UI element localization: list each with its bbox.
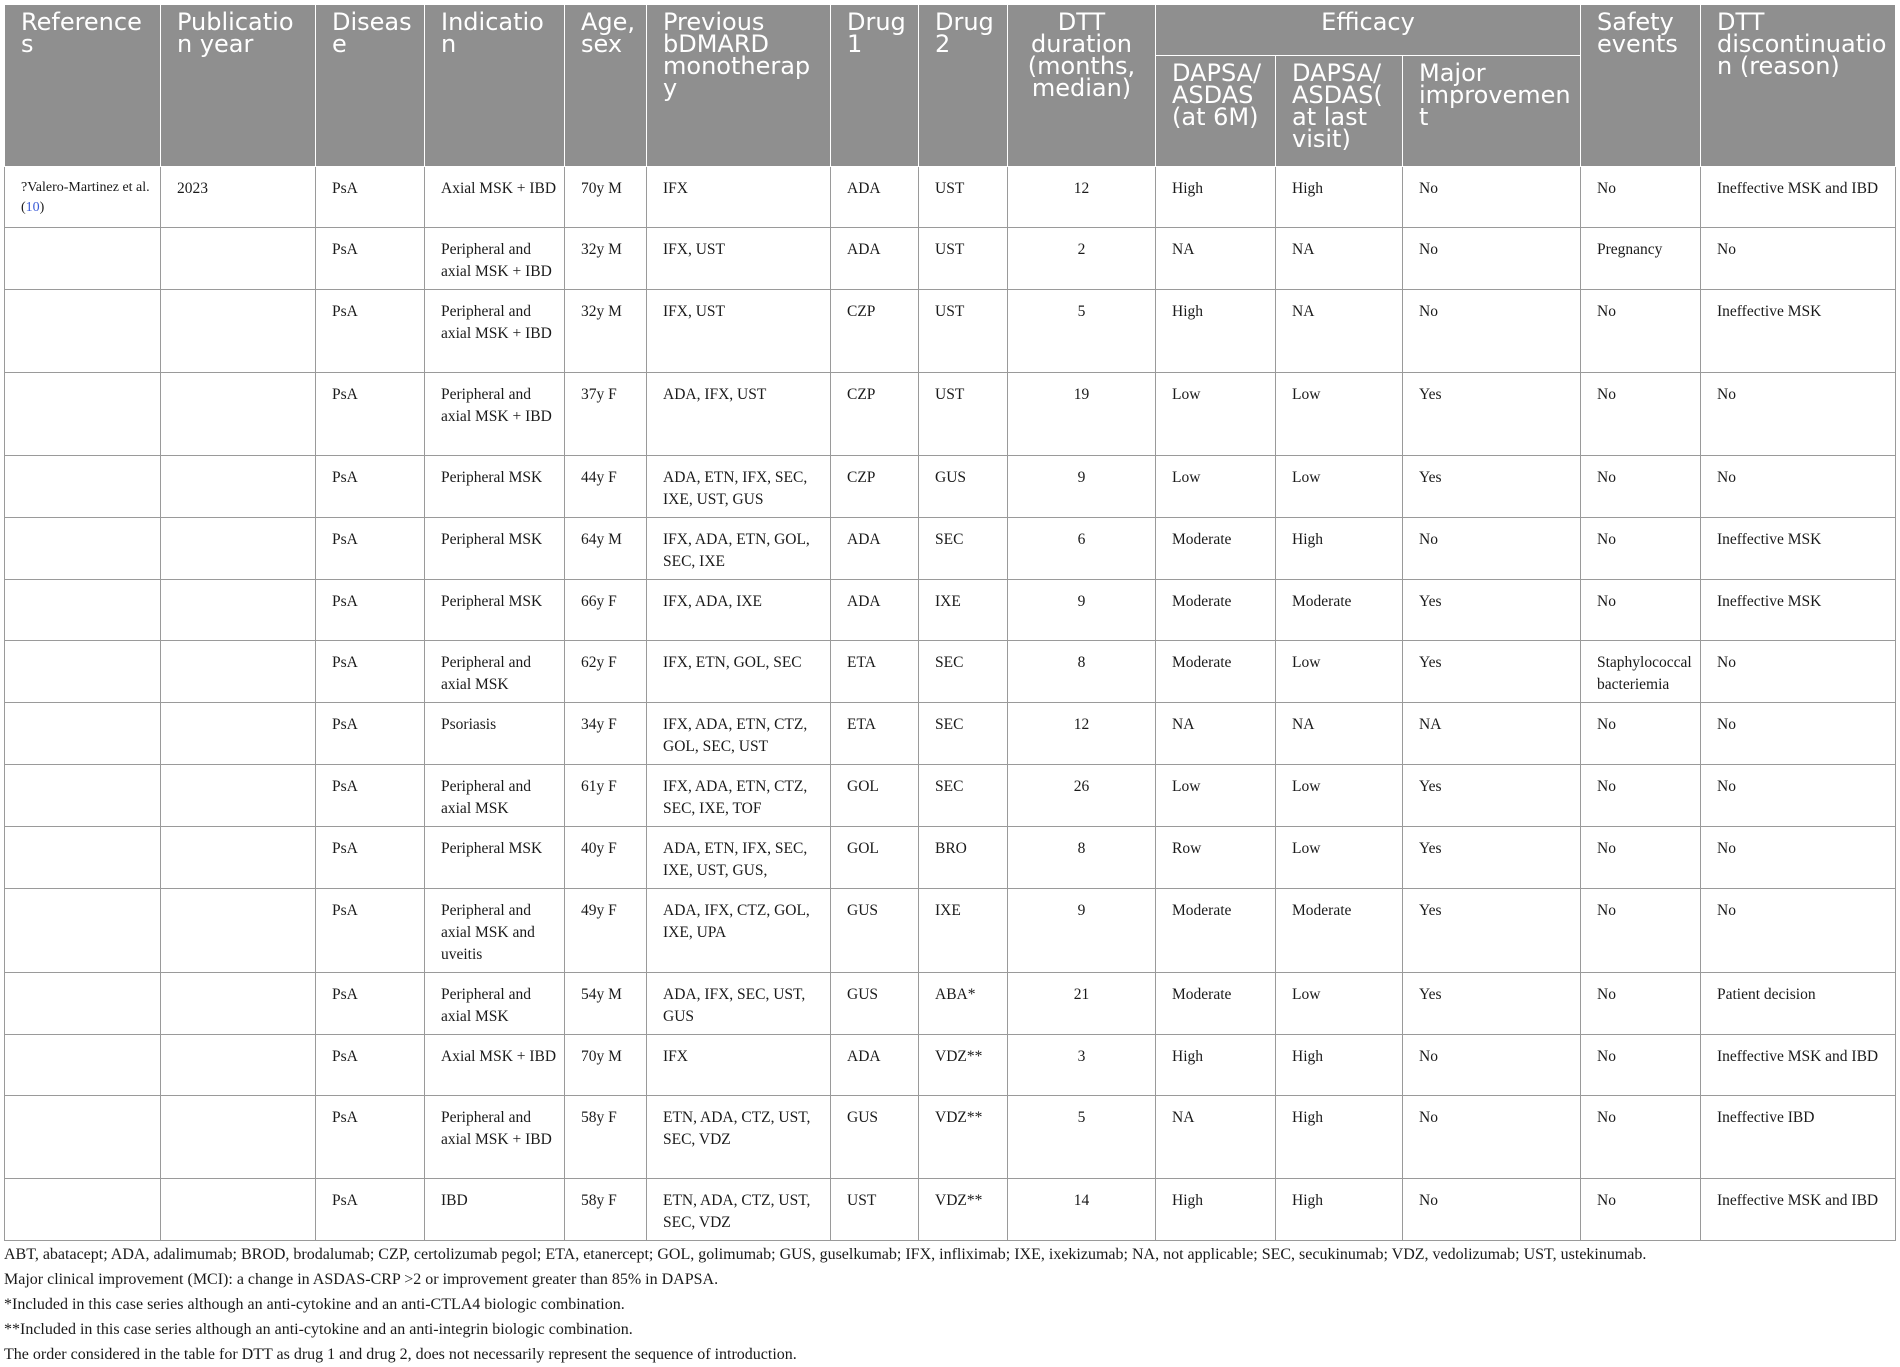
cell-drug-2: SEC	[919, 703, 1008, 765]
cell-drug-1: ETA	[831, 641, 919, 703]
cell-disease: PsA	[316, 765, 425, 827]
cell-previous-bdmard: IFX, ADA, ETN, CTZ, GOL, SEC, UST	[647, 703, 831, 765]
cell-safety-events: No	[1581, 167, 1701, 228]
cell-previous-bdmard: IFX	[647, 167, 831, 228]
cell-dtt-duration: 21	[1008, 973, 1156, 1035]
cell-dapsa-6m: Moderate	[1156, 518, 1276, 580]
cell-age-sex: 40y F	[565, 827, 647, 889]
cell-drug-1: ADA	[831, 1035, 919, 1096]
cell-age-sex: 70y M	[565, 167, 647, 228]
cell-safety-events: No	[1581, 456, 1701, 518]
cell-dtt-discontinuation: Ineffective IBD	[1701, 1096, 1896, 1179]
cell-major-improvement: Yes	[1403, 889, 1581, 973]
cell-reference	[5, 290, 161, 373]
cell-dtt-duration: 26	[1008, 765, 1156, 827]
cell-indication: Peripheral and axial MSK	[425, 641, 565, 703]
cell-publication-year	[161, 456, 316, 518]
cell-major-improvement: No	[1403, 1179, 1581, 1241]
cell-safety-events: No	[1581, 973, 1701, 1035]
cell-dapsa-6m: Moderate	[1156, 580, 1276, 641]
cell-disease: PsA	[316, 518, 425, 580]
cell-reference	[5, 1035, 161, 1096]
cell-indication: Psoriasis	[425, 703, 565, 765]
cell-dapsa-6m: Low	[1156, 456, 1276, 518]
cell-drug-1: GUS	[831, 1096, 919, 1179]
cell-dapsa-6m: Moderate	[1156, 973, 1276, 1035]
cell-safety-events: Staphylococcal bacteriemia	[1581, 641, 1701, 703]
cell-major-improvement: No	[1403, 1096, 1581, 1179]
cell-dapsa-6m: Row	[1156, 827, 1276, 889]
cell-dapsa-last-visit: NA	[1276, 703, 1403, 765]
cell-reference	[5, 703, 161, 765]
cell-disease: PsA	[316, 1179, 425, 1241]
cell-drug-1: UST	[831, 1179, 919, 1241]
cell-indication: Axial MSK + IBD	[425, 167, 565, 228]
cell-major-improvement: Yes	[1403, 973, 1581, 1035]
cell-drug-1: ADA	[831, 518, 919, 580]
cell-disease: PsA	[316, 641, 425, 703]
cell-age-sex: 58y F	[565, 1096, 647, 1179]
cell-disease: PsA	[316, 373, 425, 456]
cell-dapsa-6m: Moderate	[1156, 889, 1276, 973]
table-body	[5, 167, 1896, 1241]
cell-reference	[5, 456, 161, 518]
cell-drug-2: SEC	[919, 641, 1008, 703]
cell-drug-1: CZP	[831, 373, 919, 456]
cell-dapsa-6m: Low	[1156, 373, 1276, 456]
cell-previous-bdmard: ADA, IFX, UST	[647, 373, 831, 456]
cell-drug-1: GUS	[831, 889, 919, 973]
cell-publication-year	[161, 580, 316, 641]
cell-age-sex: 49y F	[565, 889, 647, 973]
cell-dapsa-6m: High	[1156, 290, 1276, 373]
cell-publication-year	[161, 1179, 316, 1241]
table-row	[5, 373, 1896, 456]
cell-indication: Peripheral MSK	[425, 456, 565, 518]
cell-dtt-duration: 12	[1008, 167, 1156, 228]
cell-publication-year	[161, 228, 316, 290]
cell-reference	[5, 228, 161, 290]
table-row	[5, 889, 1896, 973]
cell-safety-events: No	[1581, 1179, 1701, 1241]
table-row	[5, 290, 1896, 373]
cell-dtt-discontinuation: No	[1701, 765, 1896, 827]
cell-major-improvement: Yes	[1403, 765, 1581, 827]
cell-previous-bdmard: IFX, UST	[647, 290, 831, 373]
cell-previous-bdmard: ADA, ETN, IFX, SEC, IXE, UST, GUS	[647, 456, 831, 518]
cell-publication-year	[161, 889, 316, 973]
cell-drug-2: VDZ**	[919, 1096, 1008, 1179]
cell-safety-events: No	[1581, 1096, 1701, 1179]
footnote-line: Major clinical improvement (MCI): a change in ASDAS-CRP >2 or improvement greater than 85% in DAPSA.	[4, 1271, 719, 1288]
cell-drug-2: IXE	[919, 889, 1008, 973]
footnote-line: The order considered in the table for DTT as drug 1 and drug 2, does not necessarily represent the sequence of introduction.	[4, 1346, 797, 1363]
cell-dtt-duration: 3	[1008, 1035, 1156, 1096]
footnote-line: ABT, abatacept; ADA, adalimumab; BROD, brodalumab; CZP, certolizumab pegol; ETA, etanercept; GOL, golimumab; GUS, guselkumab; IFX, infliximab; IXE, ixekizumab; NA, not applicable; SEC, secukinumab; VDZ, vedolizumab; UST, ustekinumab.	[4, 1246, 1647, 1263]
cell-dtt-discontinuation: No	[1701, 827, 1896, 889]
cell-reference	[5, 373, 161, 456]
footnote-line: *Included in this case series although an anti-cytokine and an anti-CTLA4 biologic combination.	[4, 1296, 625, 1313]
cell-publication-year	[161, 373, 316, 456]
header-dtt-discontinuation: DTT discontinuation (reason)	[1701, 5, 1896, 167]
cell-dtt-duration: 6	[1008, 518, 1156, 580]
cell-dapsa-last-visit: NA	[1276, 228, 1403, 290]
cell-drug-1: ADA	[831, 228, 919, 290]
header-disease: Disease	[316, 5, 425, 167]
table-row	[5, 167, 1896, 228]
cell-major-improvement: NA	[1403, 703, 1581, 765]
cell-dapsa-last-visit: NA	[1276, 290, 1403, 373]
cell-indication: Peripheral and axial MSK + IBD	[425, 228, 565, 290]
header-dapsa-last-visit: DAPSA/ ASDAS(at last visit)	[1276, 56, 1403, 167]
cell-age-sex: 37y F	[565, 373, 647, 456]
cell-major-improvement: Yes	[1403, 827, 1581, 889]
cell-dtt-discontinuation: Ineffective MSK	[1701, 290, 1896, 373]
cell-safety-events: No	[1581, 290, 1701, 373]
cell-drug-1: CZP	[831, 290, 919, 373]
cell-drug-1: ADA	[831, 167, 919, 228]
cell-dapsa-6m: NA	[1156, 1096, 1276, 1179]
cell-safety-events: No	[1581, 889, 1701, 973]
cell-previous-bdmard: IFX	[647, 1035, 831, 1096]
cell-publication-year	[161, 518, 316, 580]
cell-indication: Axial MSK + IBD	[425, 1035, 565, 1096]
cell-drug-1: GUS	[831, 973, 919, 1035]
table-row	[5, 641, 1896, 703]
cell-major-improvement: No	[1403, 167, 1581, 228]
cell-dtt-duration: 19	[1008, 373, 1156, 456]
cell-publication-year	[161, 703, 316, 765]
table-row	[5, 1179, 1896, 1241]
cell-major-improvement: Yes	[1403, 373, 1581, 456]
cell-previous-bdmard: ADA, ETN, IFX, SEC, IXE, UST, GUS,	[647, 827, 831, 889]
cell-dtt-duration: 5	[1008, 290, 1156, 373]
header-safety-events: Safety events	[1581, 5, 1701, 167]
cell-dtt-discontinuation: No	[1701, 703, 1896, 765]
cell-major-improvement: No	[1403, 228, 1581, 290]
cell-publication-year	[161, 641, 316, 703]
cell-dtt-discontinuation: Ineffective MSK and IBD	[1701, 1179, 1896, 1241]
cell-age-sex: 64y M	[565, 518, 647, 580]
cell-dapsa-last-visit: High	[1276, 1096, 1403, 1179]
cell-indication: Peripheral and axial MSK + IBD	[425, 373, 565, 456]
cell-dtt-duration: 8	[1008, 827, 1156, 889]
cell-drug-2: UST	[919, 228, 1008, 290]
cell-dapsa-last-visit: High	[1276, 167, 1403, 228]
cell-disease: PsA	[316, 1035, 425, 1096]
cell-major-improvement: No	[1403, 290, 1581, 373]
header-efficacy: Efficacy	[1156, 5, 1581, 56]
reference-link[interactable]: 10	[25, 200, 40, 215]
cell-age-sex: 58y F	[565, 1179, 647, 1241]
cell-dtt-duration: 5	[1008, 1096, 1156, 1179]
cell-safety-events: No	[1581, 518, 1701, 580]
cell-drug-2: IXE	[919, 580, 1008, 641]
cell-dapsa-6m: Moderate	[1156, 641, 1276, 703]
cell-dapsa-6m: NA	[1156, 228, 1276, 290]
reference-close: )	[39, 200, 45, 215]
cell-drug-1: CZP	[831, 456, 919, 518]
cell-previous-bdmard: IFX, ADA, ETN, CTZ, SEC, IXE, TOF	[647, 765, 831, 827]
cell-safety-events: No	[1581, 1035, 1701, 1096]
cell-dtt-duration: 12	[1008, 703, 1156, 765]
cell-dapsa-6m: High	[1156, 1179, 1276, 1241]
header-major-improvement: Major improvement	[1403, 56, 1581, 167]
cell-dapsa-last-visit: Low	[1276, 641, 1403, 703]
cell-reference	[5, 580, 161, 641]
cell-dapsa-last-visit: Low	[1276, 973, 1403, 1035]
cell-dtt-duration: 9	[1008, 580, 1156, 641]
cell-dapsa-last-visit: Low	[1276, 827, 1403, 889]
dual-targeted-therapy-table	[4, 4, 1896, 1241]
cell-dapsa-last-visit: Moderate	[1276, 889, 1403, 973]
cell-drug-1: GOL	[831, 827, 919, 889]
cell-previous-bdmard: IFX, UST	[647, 228, 831, 290]
cell-publication-year: 2023	[161, 167, 316, 228]
cell-previous-bdmard: ADA, IFX, CTZ, GOL, IXE, UPA	[647, 889, 831, 973]
cell-drug-2: UST	[919, 373, 1008, 456]
cell-age-sex: 32y M	[565, 290, 647, 373]
cell-disease: PsA	[316, 456, 425, 518]
cell-reference	[5, 167, 161, 228]
cell-disease: PsA	[316, 703, 425, 765]
header-dapsa-6m: DAPSA/ ASDAS (at 6M)	[1156, 56, 1276, 167]
footnote-line: **Included in this case series although an anti-cytokine and an anti-integrin biologic combination.	[4, 1321, 633, 1338]
header-indication: Indication	[425, 5, 565, 167]
cell-major-improvement: Yes	[1403, 641, 1581, 703]
cell-disease: PsA	[316, 827, 425, 889]
cell-indication: Peripheral MSK	[425, 827, 565, 889]
cell-dapsa-6m: NA	[1156, 703, 1276, 765]
cell-publication-year	[161, 827, 316, 889]
table-row	[5, 518, 1896, 580]
cell-previous-bdmard: ETN, ADA, CTZ, UST, SEC, VDZ	[647, 1179, 831, 1241]
cell-previous-bdmard: IFX, ETN, GOL, SEC	[647, 641, 831, 703]
cell-previous-bdmard: IFX, ADA, IXE	[647, 580, 831, 641]
table-row	[5, 580, 1896, 641]
cell-safety-events: No	[1581, 765, 1701, 827]
cell-drug-2: UST	[919, 167, 1008, 228]
cell-dtt-discontinuation: No	[1701, 641, 1896, 703]
cell-age-sex: 70y M	[565, 1035, 647, 1096]
cell-indication: Peripheral and axial MSK + IBD	[425, 1096, 565, 1179]
cell-dtt-duration: 2	[1008, 228, 1156, 290]
reference-text: ?Valero-Martinez et al. (	[21, 180, 150, 215]
cell-dapsa-last-visit: Low	[1276, 765, 1403, 827]
cell-indication: IBD	[425, 1179, 565, 1241]
cell-dtt-discontinuation: Ineffective MSK and IBD	[1701, 1035, 1896, 1096]
cell-indication: Peripheral and axial MSK and uveitis	[425, 889, 565, 973]
cell-age-sex: 34y F	[565, 703, 647, 765]
cell-major-improvement: No	[1403, 1035, 1581, 1096]
cell-disease: PsA	[316, 973, 425, 1035]
cell-indication: Peripheral and axial MSK	[425, 973, 565, 1035]
cell-dapsa-last-visit: High	[1276, 1179, 1403, 1241]
cell-drug-2: ABA*	[919, 973, 1008, 1035]
header-publication-year: Publication year	[161, 5, 316, 167]
cell-drug-2: VDZ**	[919, 1035, 1008, 1096]
table-row	[5, 456, 1896, 518]
cell-drug-1: ETA	[831, 703, 919, 765]
cell-dapsa-last-visit: Low	[1276, 373, 1403, 456]
cell-publication-year	[161, 973, 316, 1035]
cell-dtt-discontinuation: No	[1701, 373, 1896, 456]
header-previous-bdmard: Previous bDMARD monotherapy	[647, 5, 831, 167]
cell-disease: PsA	[316, 167, 425, 228]
header-drug-2: Drug 2	[919, 5, 1008, 167]
table-footnotes	[4, 1242, 1895, 1367]
cell-reference	[5, 641, 161, 703]
cell-dapsa-last-visit: High	[1276, 1035, 1403, 1096]
cell-drug-1: GOL	[831, 765, 919, 827]
cell-major-improvement: No	[1403, 518, 1581, 580]
cell-previous-bdmard: ADA, IFX, SEC, UST, GUS	[647, 973, 831, 1035]
cell-reference	[5, 765, 161, 827]
cell-previous-bdmard: IFX, ADA, ETN, GOL, SEC, IXE	[647, 518, 831, 580]
cell-safety-events: No	[1581, 827, 1701, 889]
cell-disease: PsA	[316, 1096, 425, 1179]
cell-drug-2: BRO	[919, 827, 1008, 889]
cell-disease: PsA	[316, 290, 425, 373]
cell-age-sex: 32y M	[565, 228, 647, 290]
cell-indication: Peripheral and axial MSK + IBD	[425, 290, 565, 373]
cell-dapsa-6m: High	[1156, 1035, 1276, 1096]
cell-age-sex: 61y F	[565, 765, 647, 827]
cell-safety-events: Pregnancy	[1581, 228, 1701, 290]
cell-reference	[5, 827, 161, 889]
cell-dtt-discontinuation: Ineffective MSK	[1701, 518, 1896, 580]
cell-dtt-discontinuation: Patient decision	[1701, 973, 1896, 1035]
cell-age-sex: 62y F	[565, 641, 647, 703]
cell-dtt-discontinuation: Ineffective MSK	[1701, 580, 1896, 641]
cell-dtt-duration: 8	[1008, 641, 1156, 703]
cell-reference	[5, 518, 161, 580]
cell-dapsa-6m: High	[1156, 167, 1276, 228]
cell-dapsa-6m: Low	[1156, 765, 1276, 827]
cell-drug-1: ADA	[831, 580, 919, 641]
cell-dapsa-last-visit: Low	[1276, 456, 1403, 518]
cell-indication: Peripheral MSK	[425, 518, 565, 580]
cell-reference	[5, 973, 161, 1035]
cell-disease: PsA	[316, 580, 425, 641]
cell-publication-year	[161, 1035, 316, 1096]
cell-dtt-discontinuation: No	[1701, 228, 1896, 290]
header-drug-1: Drug 1	[831, 5, 919, 167]
header-dtt-duration: DTT duration (months, median)	[1008, 5, 1156, 167]
cell-disease: PsA	[316, 228, 425, 290]
cell-dapsa-last-visit: High	[1276, 518, 1403, 580]
table-row	[5, 703, 1896, 765]
cell-safety-events: No	[1581, 703, 1701, 765]
cell-age-sex: 44y F	[565, 456, 647, 518]
cell-indication: Peripheral MSK	[425, 580, 565, 641]
cell-drug-2: UST	[919, 290, 1008, 373]
table-container	[4, 4, 1895, 1241]
header-age-sex: Age, sex	[565, 5, 647, 167]
cell-reference	[5, 889, 161, 973]
cell-drug-2: SEC	[919, 518, 1008, 580]
cell-dtt-duration: 14	[1008, 1179, 1156, 1241]
table-row	[5, 827, 1896, 889]
cell-dtt-duration: 9	[1008, 456, 1156, 518]
cell-age-sex: 54y M	[565, 973, 647, 1035]
cell-major-improvement: Yes	[1403, 580, 1581, 641]
cell-reference	[5, 1179, 161, 1241]
table-row	[5, 1096, 1896, 1179]
cell-publication-year	[161, 290, 316, 373]
cell-dtt-discontinuation: No	[1701, 889, 1896, 973]
cell-dtt-discontinuation: No	[1701, 456, 1896, 518]
cell-safety-events: No	[1581, 580, 1701, 641]
cell-dtt-discontinuation: Ineffective MSK and IBD	[1701, 167, 1896, 228]
cell-drug-2: SEC	[919, 765, 1008, 827]
table-row	[5, 765, 1896, 827]
cell-previous-bdmard: ETN, ADA, CTZ, UST, SEC, VDZ	[647, 1096, 831, 1179]
header-references: References	[5, 5, 161, 167]
table-row	[5, 973, 1896, 1035]
cell-dtt-duration: 9	[1008, 889, 1156, 973]
cell-drug-2: GUS	[919, 456, 1008, 518]
cell-age-sex: 66y F	[565, 580, 647, 641]
cell-dapsa-last-visit: Moderate	[1276, 580, 1403, 641]
table-row	[5, 1035, 1896, 1096]
cell-indication: Peripheral and axial MSK	[425, 765, 565, 827]
cell-disease: PsA	[316, 889, 425, 973]
cell-publication-year	[161, 1096, 316, 1179]
cell-major-improvement: Yes	[1403, 456, 1581, 518]
cell-safety-events: No	[1581, 373, 1701, 456]
table-row	[5, 228, 1896, 290]
cell-drug-2: VDZ**	[919, 1179, 1008, 1241]
cell-publication-year	[161, 765, 316, 827]
cell-reference	[5, 1096, 161, 1179]
